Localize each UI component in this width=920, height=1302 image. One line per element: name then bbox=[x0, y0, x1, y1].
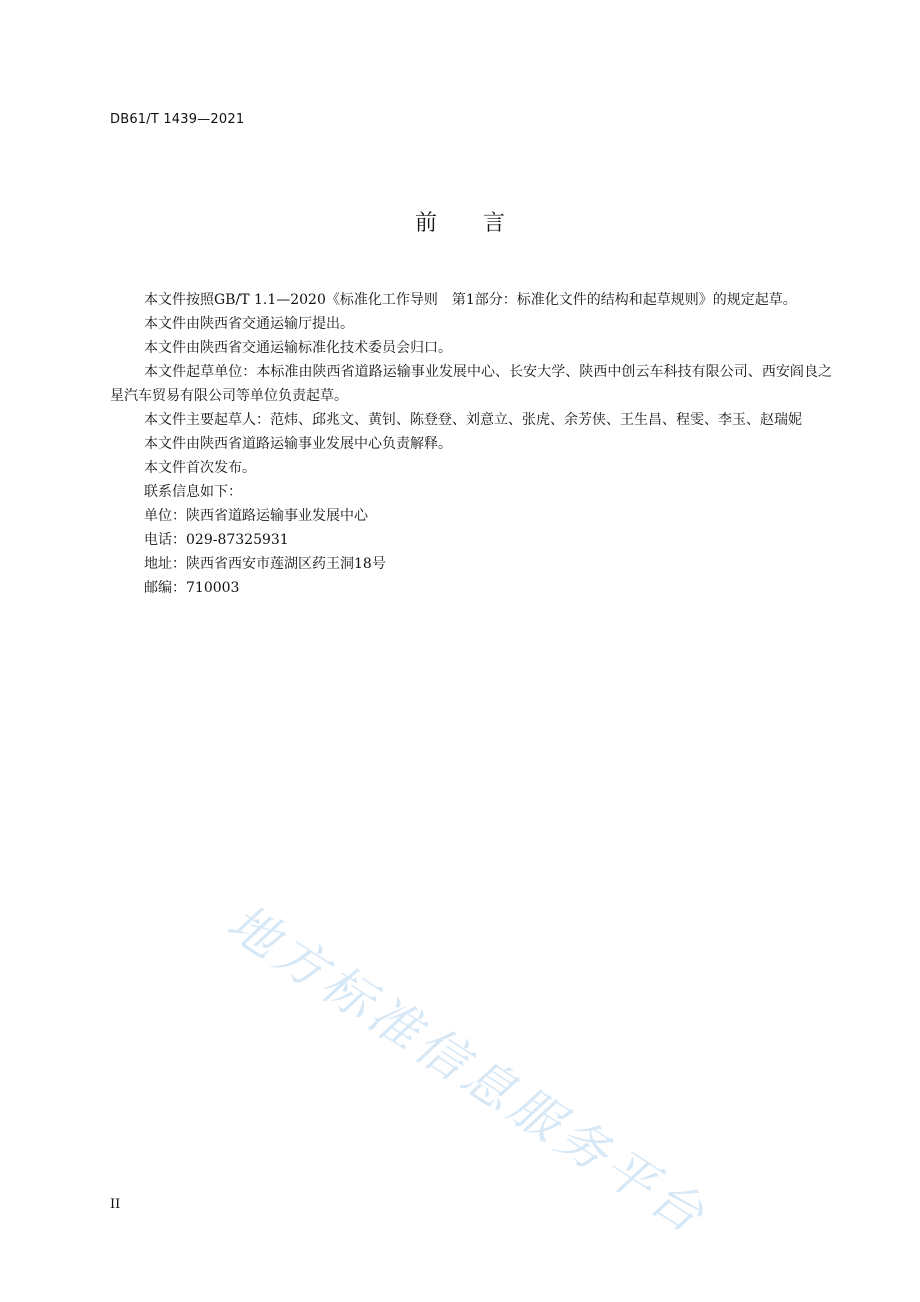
paragraph-drafting-units: 本文件起草单位：本标准由陕西省道路运输事业发展中心、长安大学、陕西中创云车科技有限公司、西安阎良之星汽车贸易有限公司等单位负责起草。 bbox=[110, 364, 832, 404]
paragraph-contact-address: 地址：陕西省西安市莲湖区药王洞18号 bbox=[144, 556, 386, 572]
paragraph-contact-unit: 单位：陕西省道路运输事业发展中心 bbox=[144, 508, 368, 524]
paragraph-interpretation: 本文件由陕西省道路运输事业发展中心负责解释。 bbox=[144, 436, 452, 452]
watermark: 地方标准信息服务平台 bbox=[217, 893, 719, 1247]
preface-title: 前言 bbox=[414, 211, 551, 236]
document-code: DB61/T 1439—2021 bbox=[110, 112, 245, 127]
paragraph-first-release: 本文件首次发布。 bbox=[144, 460, 256, 476]
page-number: II bbox=[110, 1197, 121, 1212]
preface-body bbox=[110, 288, 832, 600]
paragraph-contact-postcode: 邮编：710003 bbox=[144, 580, 240, 596]
paragraph-drafting-rules: 本文件按照GB/T 1.1—2020《标准化工作导则 第1部分：标准化文件的结构和起草规则》的规定起草。 bbox=[144, 292, 797, 308]
paragraph-drafters: 本文件主要起草人：范炜、邱兆文、黄钊、陈登登、刘意立、张虎、余芳侠、王生昌、程雯、李玉、赵瑞妮 bbox=[144, 412, 802, 428]
paragraph-proposer: 本文件由陕西省交通运输厅提出。 bbox=[144, 316, 354, 332]
paragraph-committee: 本文件由陕西省交通运输标准化技术委员会归口。 bbox=[144, 340, 452, 356]
paragraph-contact-phone: 电话：029-87325931 bbox=[144, 532, 289, 548]
paragraph-contact-heading: 联系信息如下： bbox=[144, 484, 242, 500]
